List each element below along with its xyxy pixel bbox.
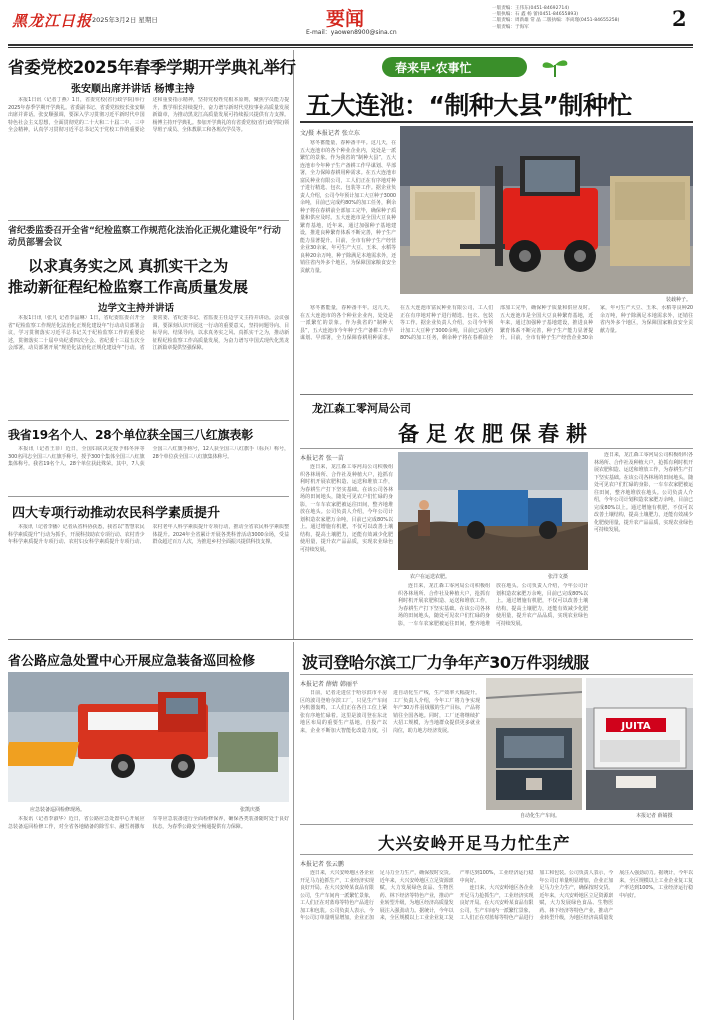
article-paragraph: 本报讯（记者李播）记者从省科协获悉，我省以“智慧农民科学素质提升”行动为抓手，开展科技助农专项行动、农村青少年科学素质提升专项行动、农村妇女科学素质提升专项行动、农村老年人科学素质提升专项行动，推动全省农民科学素质整体提升。2024年全省累计开展各类科普活动3000余场，受益群众超过百万人次，为推进乡村全面振兴提供科技支撑。 bbox=[8, 524, 289, 545]
snowplow-illustration bbox=[8, 672, 289, 802]
photo-caption: 自动化生产车间。 bbox=[520, 813, 561, 819]
section-email: E-mail：yaowen8900@sina.cn bbox=[306, 29, 397, 36]
separator bbox=[8, 496, 289, 497]
editor-line: 一版执编：石 鑫 杨 蕾(0451-84655893) bbox=[492, 12, 579, 18]
kicker: 龙江森工零河局公司 bbox=[312, 402, 411, 415]
article-body bbox=[300, 464, 393, 636]
sewing-machine-illustration bbox=[586, 678, 693, 810]
article-body bbox=[8, 446, 289, 492]
paper-logo: 黑龙江日报 bbox=[12, 12, 93, 30]
photo-credit: 本报记者 薛婧摄 bbox=[636, 813, 673, 819]
photo-caption: 应急装备巡回检修现场。 bbox=[30, 807, 86, 813]
masthead bbox=[0, 0, 701, 48]
headline: 省公路应急处置中心开展应急装备巡回检修 bbox=[8, 654, 256, 669]
article-body bbox=[300, 870, 693, 1018]
article-body bbox=[8, 816, 289, 1016]
factory-illustration bbox=[486, 678, 582, 810]
byline: 本报记者 张云鹏 bbox=[300, 861, 344, 868]
column-divider bbox=[293, 50, 294, 640]
byline: 本报记者 张一苗 bbox=[300, 455, 344, 462]
editor-credits bbox=[492, 6, 667, 31]
article-paragraph: 连日来，龙江森工零河局公司积极组织各林场所、合作社及种植大户，抢抓有利时机开展农肥积造、运送和堆放工作，为春耕生产打下坚实基础。在该公司各林场的田间地头，随处可见农户们忙碌的身影，一车车农家肥被运往田间，整齐地堆放在地头。公司负责人介绍，今年公司计划积造农家肥万余吨，目前已完成80%以上。通过增施有机肥，不仅可以改善土壤结构，提高土壤肥力，还能有效减少化肥使用量，提升农产品品质，实现农业绿色可持续发展。 bbox=[594, 452, 693, 533]
article-body bbox=[8, 315, 289, 415]
article-body bbox=[594, 452, 693, 636]
snowplow-photo bbox=[8, 672, 289, 802]
banner-title: 春来早·农事忙 bbox=[395, 61, 472, 75]
article-paragraph: 连日来，大兴安岭地区各企业开足马力抢抓生产，工业经济实现良好开局。在大兴安岭某食品有限公司，生产车间内一派繁忙景象，工人们正在对蓝莓等特色产品进行加工和包装。公司负责人表示，今年公司订单量明显增加，企业正加足马力全力生产，确保按时交货。近年来，大兴安岭地区立足资源禀赋，大力发展绿色食品、生物医药、林下经济等特色产业，推动产业转型升级，为地区经济高质量发展注入强劲动力。据统计，今年以来，全区规模以上工业企业复工复产率达到100%，工业经济运行稳中向好。 bbox=[459, 870, 693, 921]
article-paragraph: 连日来，大兴安岭地区各企业开足马力抢抓生产，工业经济实现良好开局。在大兴安岭某食品有限公司，生产车间内一派繁忙景象，工人们正在对蓝莓等特色产品进行加工和包装。公司负责人表示，今年公司订单量明显增加，企业正加足马力全力生产，确保按时交货。近年来，大兴安岭地区立足资源禀赋，大力发展绿色食品、生物医药、林下经济等特色产业，推动产业转型升级，为地区经济高质量发展注入强劲动力。据统计，今年以来，全区规模以上工业企业复工复产率达到100%，工业经济运行稳中向好。 bbox=[300, 870, 534, 921]
photo-credit: 张凯庆摄 bbox=[240, 807, 261, 813]
factory-photo-1 bbox=[486, 678, 582, 810]
separator bbox=[300, 121, 693, 123]
separator bbox=[300, 448, 693, 449]
separator bbox=[300, 854, 693, 855]
article-paragraph: 寒冬蓄能量，春种备丰年。这几天，在五大连池市的各个种业企业内，处处是一派繁忙的景象。作为我省的“制种大县”，五大连池市今年种子生产备耕工作早谋划、早部署，全力保障春耕用种需求。在五大连池市富民种业有限公司，工人们正在有序地对种子进行精选、包衣、包装等工作。据企业负责人介绍，公司今年预计加工大豆种子3000余吨，目前已完成约80%的加工任务，剩余种子将在春耕前全部加工完毕，确保种子质量和供应及时。五大连池市是全国大豆良种繁育基地，近年来，通过加强种子基地建设，推进良种繁育体系不断完善，种子生产能力显著提升。目前，全市有种子生产经营企业30余家，年可生产大豆、玉米、水稻等良种20余万吨，种子除满足本地需求外，还销往省内外多个地区，为保障国家粮食安全贡献力量。 bbox=[300, 305, 693, 341]
article-paragraph: 连日来，龙江森工零河局公司积极组织各林场所、合作社及种植大户，抢抓有利时机开展农肥积造、运送和堆放工作，为春耕生产打下坚实基础。在该公司各林场的田间地头，随处可见农户们忙碌的身影，一车车农家肥被运往田间，整齐地堆放在地头。公司负责人介绍，今年公司计划积造农家肥万余吨，目前已完成80%以上。通过增施有机肥，不仅可以改善土壤结构，提高土壤肥力，还能有效减少化肥使用量，提升农产品品质，实现农业绿色可持续发展。 bbox=[300, 464, 393, 553]
separator bbox=[8, 639, 693, 640]
article-paragraph: 连日来，龙江森工零河局公司积极组织各林场所、合作社及种植大户，抢抓有利时机开展农肥积造、运送和堆放工作，为春耕生产打下坚实基础。在该公司各林场的田间地头，随处可见农户们忙碌的身影，一车车农家肥被运往田间，整齐地堆放在地头。公司负责人介绍，今年公司计划积造农家肥万余吨，目前已完成80%以上。通过增施有机肥，不仅可以改善土壤结构，提高土壤肥力，还能有效减少化肥使用量，提升农产品品质，实现农业绿色可持续发展。 bbox=[398, 583, 588, 627]
article-body bbox=[398, 583, 588, 635]
headline: 波司登哈尔滨工厂力争年产30万件羽绒服 bbox=[302, 653, 589, 672]
headline: 四大专项行动推动农民科学素质提升 bbox=[12, 506, 221, 521]
subheadline: 张安顺出席并讲话 杨博主持 bbox=[71, 84, 195, 95]
headline: 以求真务实之风 真抓实干之为 bbox=[28, 257, 229, 275]
byline: 文/摄 本报记者 张立东 bbox=[300, 130, 360, 137]
article-body bbox=[8, 97, 289, 215]
section-title: 要闻 bbox=[326, 8, 365, 30]
fertilizer-photo bbox=[398, 452, 588, 570]
article-paragraph: 日前，记者走进位于哈尔滨市平房区的波司登哈尔滨工厂，只见生产车间内机器轰鸣，工人们正在各自工位上紧张有序地忙碌着。这里是波司登在东北地区布局的重要生产基地，自投产以来，企业不断加大智能化改造力度，引进自动化生产线，生产效率大幅提升。工厂负责人介绍，今年工厂将力争实现年产30万件羽绒服的生产目标，产品将销往全国各地。同时，工厂还将继续扩大招工规模，为当地群众提供更多就业岗位，助力地方经济发展。 bbox=[300, 690, 480, 734]
photo-caption: 农户在运送农肥。 bbox=[410, 574, 451, 580]
masthead-rule bbox=[8, 44, 693, 46]
photo-caption: 装载种子。 bbox=[666, 297, 692, 303]
issue-date: 2025年3月2日 星期日 bbox=[92, 16, 158, 24]
sprout-icon bbox=[535, 55, 575, 79]
feature-banner bbox=[300, 55, 695, 79]
separator bbox=[300, 824, 693, 825]
subheadline: 边学文主持并讲话 bbox=[98, 303, 175, 314]
article-body bbox=[8, 524, 289, 634]
machine-brand-label: JUITA bbox=[621, 721, 651, 732]
editor-line: 一版责编：王伟东(0451-84692714) bbox=[492, 6, 570, 11]
masthead-rule-thin bbox=[8, 47, 693, 48]
forklift-photo bbox=[400, 126, 693, 294]
factory-photo-2 bbox=[586, 678, 693, 810]
headline: 大兴安岭开足马力忙生产 bbox=[378, 834, 571, 853]
article-paragraph: 本报讯（记者李淑华）近日，省公路应急处置中心开展应急装备巡回检修工作，对全省各地储备的除雪车、融雪剂撒布车等应急装备进行全面检修保养，确保各类装备随时处于良好状态，为春季公路安全畅通提供有力保障。 bbox=[8, 816, 289, 830]
byline: 本报记者 薛婧 韩丽平 bbox=[300, 681, 358, 688]
article-body bbox=[300, 305, 693, 391]
article-paragraph: 寒冬蓄能量，春种备丰年。这几天，在五大连池市的各个种业企业内，处处是一派繁忙的景象。作为我省的“制种大县”，五大连池市今年种子生产备耕工作早谋划、早部署，全力保障春耕用种需求。在五大连池市富民种业有限公司，工人们正在有序地对种子进行精选、包衣、包装等工作。据企业负责人介绍，公司今年预计加工大豆种子3000余吨，目前已完成约80%的加工任务，剩余种子将在春耕前全部加工完毕，确保种子质量和供应及时。五大连池市是全国大豆良种繁育基地，近年来，通过加强种子基地建设，推进良种繁育体系不断完善，种子生产能力显著提升。目前，全市有种子生产经营企业30余家，年可生产大豆、玉米、水稻等良种20余万吨，种子除满足本地需求外，还销往省内外多个地区，为保障国家粮食安全贡献力量。 bbox=[300, 140, 396, 274]
forklift-illustration bbox=[400, 126, 693, 294]
editor-line: 一版责编：于海军 bbox=[492, 24, 529, 30]
headline: 省委党校2025年春季学期开学典礼举行 bbox=[8, 58, 296, 77]
article-paragraph: 本报1日讯（记者丁燕）1日，省委党校(省行政学院)举行2025年春季学期开学典礼。省委副书记、省委党校校长张安顺出席并讲话。张安顺强调，要深入学习贯彻习近平新时代中国特色社会主义思想，全面贯彻党的二十大和二十届二中、三中全会精神，认真学习贯彻习近平总书记关于党校工作的重要论述和重要指示精神，坚持党校姓党根本原则，聚焦学员能力提升，教学相长持续提升，奋力谱写新时代党校事业高质量发展新篇章，为推动黑龙江高质量发展可持续振兴提供有力支撑。杨博主持开学典礼。参加开学典礼的有省委党校(省行政学院)领导班子成员、全体教职工和各班次学员等。 bbox=[8, 97, 289, 133]
column-divider bbox=[293, 642, 294, 1020]
separator bbox=[8, 220, 289, 221]
headline: 我省19名个人、28个单位获全国三八红旗表彰 bbox=[8, 428, 254, 442]
article-body bbox=[300, 140, 396, 295]
headline: 备足农肥保春耕 bbox=[398, 422, 594, 446]
article-paragraph: 本报讯（记者王菲）近日，全国妇联决定授予韩冬萍等300名同志全国三八红旗手称号，授予300个集体全国三八红旗集体称号。我省19名个人、28个单位获此殊荣。其中，7人获全国三八红旗手称号，12人获全国三八红旗手（标兵）称号，28个单位获全国三八红旗集体称号。 bbox=[8, 446, 289, 467]
feature-headline: 五大连池：“制种大县”制种忙 bbox=[306, 91, 632, 120]
headline: 推动新征程纪检监察工作高质量发展 bbox=[8, 278, 249, 296]
photo-credit: 张洋文摄 bbox=[548, 574, 569, 580]
separator bbox=[300, 394, 693, 395]
page-number: 2 bbox=[672, 6, 687, 31]
fertilizer-illustration bbox=[398, 452, 588, 570]
kicker: 省纪委监委召开全省“纪检监察工作规范化法治化正规化建设年”行动动员部署会议 bbox=[8, 226, 281, 248]
article-body bbox=[300, 690, 480, 816]
article-paragraph: 本报1日讯（张凡 记者李晶琳）1日，省纪委监委召开全省“纪检监察工作规范化法治化正规化建设年”行动动员部署会议，学习贯彻落实习近平总书记关于纪检监察工作的重要论述，贯彻落实二十届中央纪委四次全会、省纪委十三届五次全会部署，动员部署开展“规范化法治化正规化建设年”行动。省委常委、省纪委书记、省监委主任边学文主持并讲话。会议强调，要深刻认识开展这一行动的重要意义，坚持问题导向、目标导向、结果导向，以求真务实之风、真抓实干之为，推动新征程纪检监察工作高质量发展，为奋力谱写中国式现代化黑龙江新篇章提供坚强保障。 bbox=[8, 315, 289, 351]
separator bbox=[300, 674, 693, 675]
editor-line: 二版责编：周新雄 常 晶 二版执编：李尚瑾(0451-84655258) bbox=[492, 18, 620, 24]
separator bbox=[8, 420, 289, 421]
